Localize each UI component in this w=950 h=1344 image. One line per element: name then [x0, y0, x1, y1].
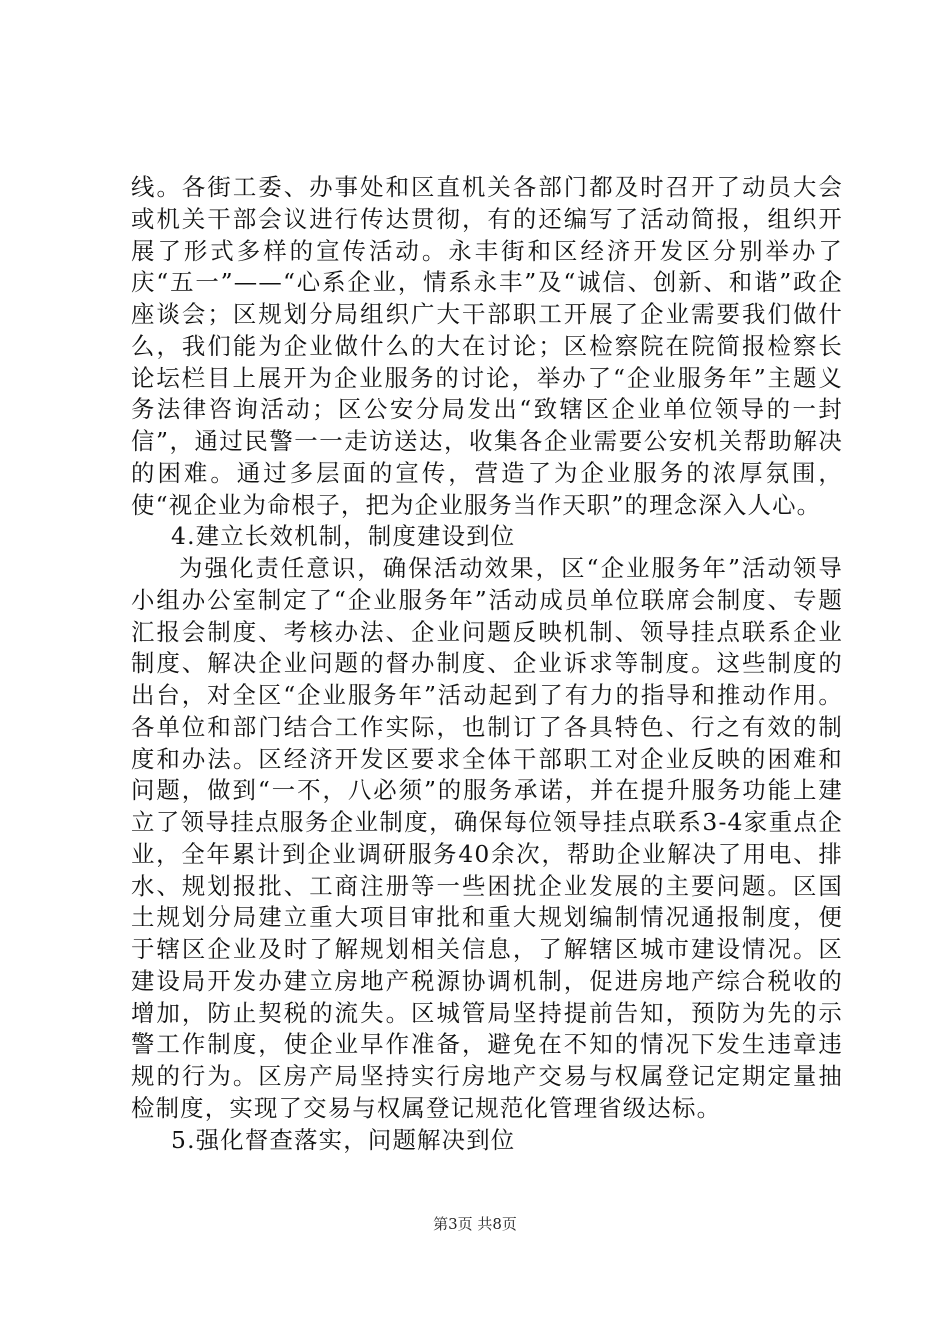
paragraph-mechanism: 为强化责任意识，确保活动效果，区“企业服务年”活动领导小组办公室制定了“企业服务年”活动成员单位联席会制度、专题汇报会制度、考核办法、企业问题反映机制、领导挂点联系企业制度、解决企业问题的督办制度、企业诉求等制度。这些制度的出台，对全区“企业服务年”活动起到了有力的指导和推动作用。各单位和部门结合工作实际，也制订了各具特色、行之有效的制度和办法。区经济开发区要求全体干部职工对企业反映的困难和问题，做到“一不，八必须”的服务承诺，并在提升服务功能上建立了领导挂点服务企业制度，确保每位领导挂点联系3-4家重点企业，全年累计到企业调研服务40余次，帮助企业解决了用电、排水、规划报批、工商注册等一些困扰企业发展的主要问题。区国土规划分局建立重大项目审批和重大规划编制情况通报制度，便于辖区企业及时了解规划相关信息，了解辖区城市建设情况。区建设局开发办建立房地产税源协调机制，促进房地产综合税收的增加，防止契税的流失。区城管局坚持提前告知，预防为先的示警工作制度，使企业早作准备，避免在不知的情况下发生违章违规的行为。区房产局坚持实行房地产交易与权属登记定期定量抽检制度，实现了交易与权属登记规范化管理省级达标。: [131, 554, 843, 1122]
section-heading-5: 5.强化督查落实，问题解决到位: [171, 1125, 516, 1154]
section-heading-4: 4.建立长效机制，制度建设到位: [171, 522, 516, 551]
paragraph-continuation: 线。各街工委、办事处和区直机关各部门都及时召开了动员大会或机关干部会议进行传达贯彻，有的还编写了活动简报，组织开展了形式多样的宣传活动。永丰街和区经济开发区分别举办了庆“五一”——“心系企业，情系永丰”及“诚信、创新、和谐”政企座谈会；区规划分局组织广大干部职工开展了企业需要我们做什么，我们能为企业做什么的大在讨论；区检察院在院简报检察长论坛栏目上展开为企业服务的讨论，举办了“企业服务年”主题义务法律咨询活动；区公安分局发出“致辖区企业单位领导的一封信”，通过民警一一走访送达，收集各企业需要公安机关帮助解决的困难。通过多层面的宣传，营造了为企业服务的浓厚氛围，使“视企业为命根子，把为企业服务当作天职”的理念深入人心。: [131, 173, 843, 519]
document-body: [131, 172, 843, 1156]
page-number: 第3页 共8页: [433, 1215, 517, 1233]
